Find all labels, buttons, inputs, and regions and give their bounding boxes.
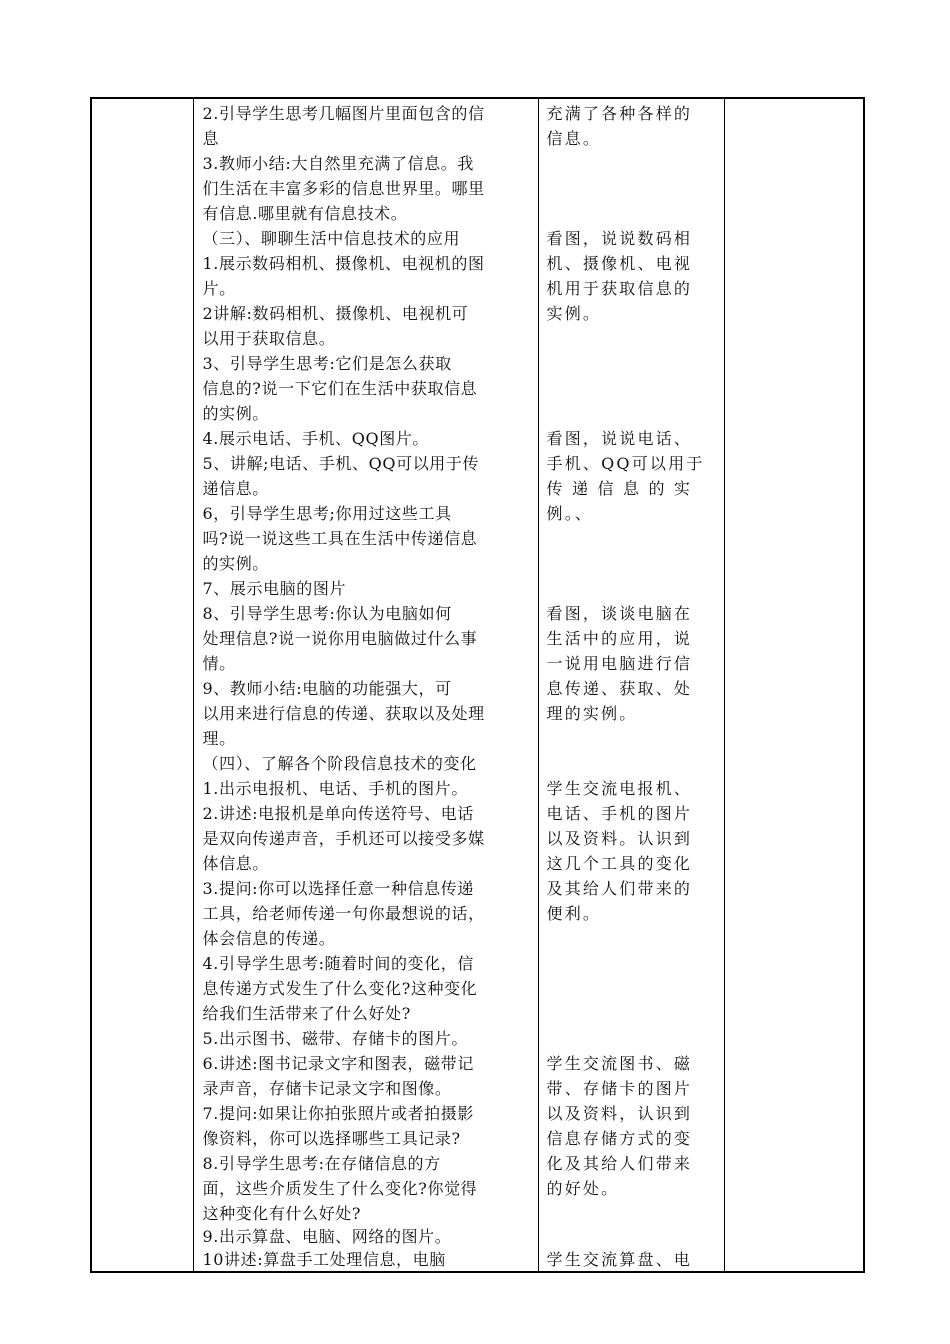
teacher-line: 2.引导学生思考几幅图片里面包含的信 bbox=[202, 104, 485, 123]
teacher-line: 1.出示电报机、电话、手机的图片。 bbox=[202, 779, 468, 798]
teacher-line: 体会信息的传递。 bbox=[202, 929, 336, 948]
teacher-line: 5、讲解;电话、手机、QQ可以用于传 bbox=[202, 454, 480, 473]
teacher-line: 信息的?说一下它们在生活中获取信息 bbox=[202, 379, 478, 398]
student-line: 机、摄像机、电视 bbox=[546, 254, 693, 273]
student-line: 学生交流图书、磁 bbox=[546, 1054, 693, 1073]
teacher-line: 7.提问:如果让你拍张照片或者拍摄影 bbox=[202, 1104, 474, 1123]
student-line: 传 递 信 息 的 实 bbox=[546, 479, 693, 498]
student-line: 看图，谈谈电脑在 bbox=[546, 604, 693, 623]
student-line: 看图，说说数码相 bbox=[546, 229, 693, 248]
student-activity-cell bbox=[538, 98, 724, 1272]
teacher-line: 7、展示电脑的图片 bbox=[202, 579, 347, 598]
student-line: 电话、手机的图片 bbox=[546, 804, 693, 823]
student-line: 生活中的应用，说 bbox=[546, 629, 693, 648]
teacher-line: 息传递方式发生了什么变化?这种变化 bbox=[202, 979, 478, 998]
student-line: 息传递、获取、处 bbox=[546, 679, 693, 698]
student-line: 一说用电脑进行信 bbox=[546, 654, 693, 673]
teacher-line: 6，引导学生思考;你用过这些工具 bbox=[202, 504, 452, 523]
student-line: 便利。 bbox=[546, 904, 602, 923]
notes-column-cell bbox=[724, 98, 864, 1272]
teacher-line: 3.教师小结:大自然里充满了信息。我 bbox=[202, 154, 474, 173]
student-line: 化及其给人们带来 bbox=[546, 1154, 693, 1173]
teacher-line: 8、引导学生思考:你认为电脑如何 bbox=[202, 604, 452, 623]
teacher-line: 们生活在丰富多彩的信息世界里。哪里 bbox=[202, 179, 485, 198]
teacher-line: 片。 bbox=[202, 279, 236, 298]
teacher-line: 的实例。 bbox=[202, 404, 269, 423]
student-line: 学生交流算盘、电 bbox=[546, 1250, 693, 1269]
teacher-line: 3.提问:你可以选择任意一种信息传递 bbox=[202, 879, 474, 898]
teacher-line: 9.出示算盘、电脑、网络的图片。 bbox=[202, 1227, 452, 1246]
student-line: 信息。 bbox=[546, 129, 602, 148]
section-heading: （四）、了解各个阶段信息技术的变化 bbox=[202, 754, 477, 773]
student-line: 这几个工具的变化 bbox=[546, 854, 693, 873]
table-row bbox=[91, 98, 864, 1272]
teacher-line: 10讲述:算盘手工处理信息，电脑 bbox=[202, 1250, 446, 1269]
teacher-line: 4.引导学生思考:随着时间的变化，信 bbox=[202, 954, 474, 973]
teacher-line: 递信息。 bbox=[202, 479, 269, 498]
student-line: 手机、QQ可以用于 bbox=[546, 454, 705, 473]
teacher-line: 情。 bbox=[202, 654, 236, 673]
student-line: 理的实例。 bbox=[546, 704, 638, 723]
teacher-line: 以用于获取信息。 bbox=[202, 329, 336, 348]
section-heading: （三）、聊聊生活中信息技术的应用 bbox=[202, 229, 461, 248]
teacher-line: 有信息.哪里就有信息技术。 bbox=[202, 204, 408, 223]
student-line: 学生交流电报机、 bbox=[546, 779, 693, 798]
student-line: 机用于获取信息的 bbox=[546, 279, 693, 298]
section-column-cell bbox=[91, 98, 193, 1272]
teacher-line: 是双向传递声音，手机还可以接受多媒 bbox=[202, 829, 485, 848]
teacher-line: 体信息。 bbox=[202, 854, 269, 873]
teacher-line: 面，这些介质发生了什么变化?你觉得 bbox=[202, 1179, 478, 1198]
teacher-line: 2.讲述:电报机是单向传送符号、电话 bbox=[202, 804, 474, 823]
student-line: 以及资料。认识到 bbox=[546, 829, 693, 848]
student-line: 及其给人们带来的 bbox=[546, 879, 693, 898]
student-line: 以及资料，认识到 bbox=[546, 1104, 693, 1123]
student-line: 的好处。 bbox=[546, 1179, 620, 1198]
student-line: 例。、 bbox=[546, 504, 594, 523]
student-line: 信息存储方式的变 bbox=[546, 1129, 693, 1148]
teacher-line: 9、教师小结:电脑的功能强大，可 bbox=[202, 679, 452, 698]
teacher-line: 这种变化有什么好处? bbox=[202, 1204, 362, 1223]
teacher-line: 8.引导学生思考:在存储信息的方 bbox=[202, 1154, 441, 1173]
teacher-line: 2讲解:数码相机、摄像机、电视机可 bbox=[202, 304, 469, 323]
teacher-line: 1.展示数码相机、摄像机、电视机的图 bbox=[202, 254, 485, 273]
teacher-line: 5.出示图书、磁带、存储卡的图片。 bbox=[202, 1029, 468, 1048]
teacher-line: 处理信息?说一说你用电脑做过什么事 bbox=[202, 629, 478, 648]
student-line: 充满了各种各样的 bbox=[546, 104, 693, 123]
teacher-line: 4.展示电话、手机、QQ图片。 bbox=[202, 429, 430, 448]
teacher-activity-cell bbox=[193, 98, 538, 1272]
teacher-line: 像资料，你可以选择哪些工具记录? bbox=[202, 1129, 461, 1148]
teacher-line: 息 bbox=[202, 129, 220, 148]
teacher-line: 的实例。 bbox=[202, 554, 269, 573]
lesson-plan-table bbox=[90, 97, 865, 1273]
teacher-line: 理。 bbox=[202, 729, 236, 748]
student-line: 实例。 bbox=[546, 304, 602, 323]
teacher-line: 工具，给老师传递一句你最想说的话， bbox=[202, 904, 485, 923]
teacher-line: 以用来进行信息的传递、获取以及处理 bbox=[202, 704, 485, 723]
teacher-line: 给我们生活带来了什么好处? bbox=[202, 1004, 411, 1023]
student-line: 带、存储卡的图片 bbox=[546, 1079, 693, 1098]
teacher-line: 吗?说一说这些工具在生活中传递信息 bbox=[202, 529, 478, 548]
teacher-line: 3、引导学生思考:它们是怎么获取 bbox=[202, 354, 452, 373]
teacher-line: 6.讲述:图书记录文字和图表，磁带记 bbox=[202, 1054, 474, 1073]
student-line: 看图，说说电话、 bbox=[546, 429, 693, 448]
teacher-line: 录声音，存储卡记录文字和图像。 bbox=[202, 1079, 452, 1098]
